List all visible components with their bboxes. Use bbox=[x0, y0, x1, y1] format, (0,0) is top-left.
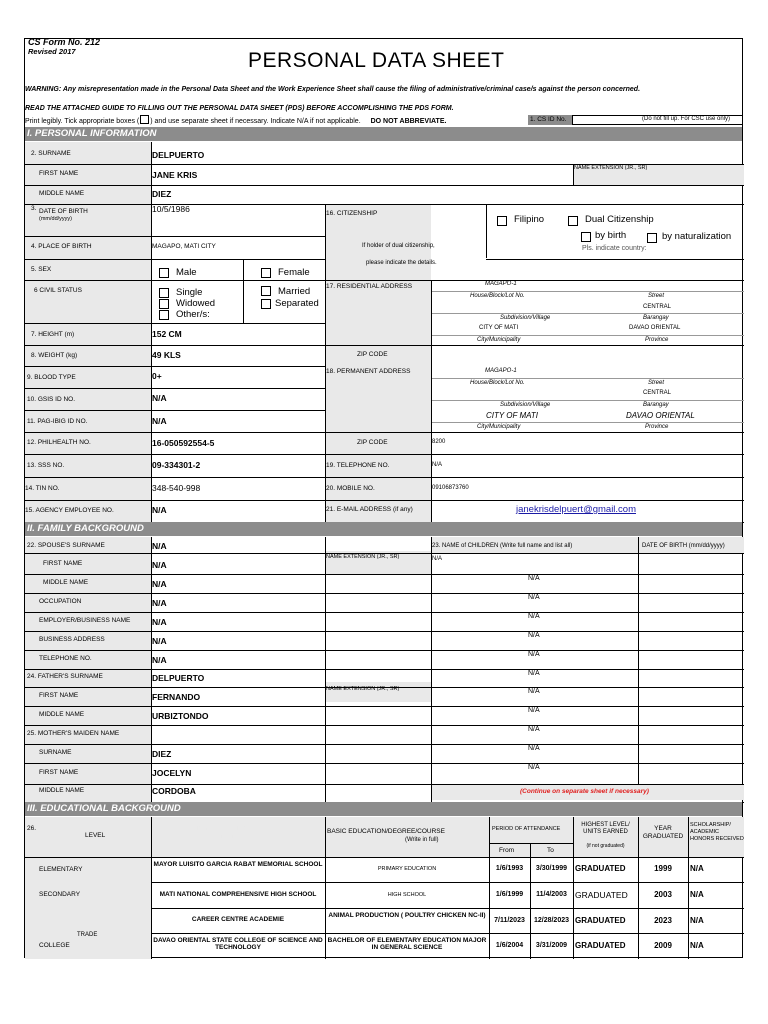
res-barangay-value[interactable]: CENTRAL bbox=[643, 304, 672, 310]
employer-label: EMPLOYER/BUSINESS NAME bbox=[39, 617, 131, 624]
perm-city-value[interactable]: CITY OF MATI bbox=[486, 411, 539, 420]
father-ext-label: NAME EXTENSION (JR., SR) bbox=[326, 686, 400, 692]
naturalization-checkbox[interactable] bbox=[647, 233, 657, 243]
others-checkbox[interactable] bbox=[159, 310, 169, 320]
widowed-checkbox[interactable] bbox=[159, 299, 169, 309]
father-middle-label: MIDDLE NAME bbox=[39, 711, 85, 718]
edu-school-trade[interactable]: CAREER CENTRE ACADEMIE bbox=[191, 916, 285, 923]
spouse-surname-label: 22. SPOUSE'S SURNAME bbox=[27, 542, 105, 549]
res-zip-label: ZIP CODE bbox=[357, 351, 388, 358]
edu-to-trade[interactable]: 12/28/2023 bbox=[533, 917, 570, 924]
middle-name-label: MIDDLE NAME bbox=[39, 190, 85, 197]
edu-level-college: COLLEGE bbox=[39, 942, 70, 949]
child-name-12[interactable]: N/A bbox=[528, 764, 540, 771]
pob-label: 4. PLACE OF BIRTH bbox=[31, 243, 92, 250]
filipino-label: Filipino bbox=[514, 214, 545, 225]
spouse-first-label: FIRST NAME bbox=[43, 560, 83, 567]
print-legibly-a: Print legibly. Tick appropriate boxes ( bbox=[25, 118, 140, 125]
edu-highest-secondary[interactable]: GRADUATED bbox=[575, 890, 628, 900]
children-dob-label: DATE OF BIRTH (mm/dd/yyyy) bbox=[642, 543, 725, 549]
separated-label: Separated bbox=[275, 298, 319, 309]
dob-number: 3. bbox=[31, 205, 37, 212]
spouse-first-value[interactable]: N/A bbox=[152, 560, 167, 570]
res-city-label: City/Municipality bbox=[477, 337, 521, 343]
from-header: From bbox=[499, 847, 515, 854]
mobile-label: 20. MOBILE NO. bbox=[326, 485, 375, 492]
child-name-7[interactable]: N/A bbox=[528, 670, 540, 677]
perm-province-label: Province bbox=[645, 424, 669, 430]
father-surname-value[interactable]: DELPUERTO bbox=[152, 673, 205, 683]
philhealth-value[interactable]: 16-050592554-5 bbox=[152, 438, 215, 448]
edu-honors-college[interactable]: N/A bbox=[690, 941, 704, 950]
edu-highest-elementary[interactable]: GRADUATED bbox=[575, 864, 626, 873]
res-house-label: House/Block/Lot No. bbox=[470, 293, 525, 299]
section-family: II. FAMILY BACKGROUND bbox=[25, 522, 742, 536]
edu-to-elementary[interactable]: 3/30/1999 bbox=[535, 865, 568, 872]
perm-subdivision-label: Subdivision/Village bbox=[500, 402, 551, 408]
single-checkbox[interactable] bbox=[159, 288, 169, 298]
business-address-label: BUSINESS ADDRESS bbox=[39, 636, 105, 643]
do-not-abbreviate: DO NOT ABBREVIATE. bbox=[370, 118, 447, 125]
weight-value[interactable]: 49 KLS bbox=[152, 350, 181, 360]
dob-format: (mm/dd/yyyy) bbox=[39, 216, 72, 222]
male-label: Male bbox=[176, 267, 197, 278]
year-grad-header: YEAR GRADUATED bbox=[642, 825, 684, 840]
child-name-6[interactable]: N/A bbox=[528, 651, 540, 658]
school-header: NAME OF SCHOOL bbox=[193, 825, 252, 832]
edu-from-elementary[interactable]: 1/6/1993 bbox=[495, 865, 524, 872]
dual-checkbox[interactable] bbox=[568, 216, 578, 226]
highest-header-sub: (if not graduated) bbox=[586, 843, 625, 849]
edu-level-trade bbox=[77, 931, 97, 934]
first-name-value[interactable]: JANE KRIS bbox=[152, 170, 198, 180]
edu-highest-college[interactable]: GRADUATED bbox=[575, 941, 626, 950]
father-first-label: FIRST NAME bbox=[39, 692, 79, 699]
telephone-value[interactable]: N/A bbox=[432, 462, 443, 468]
height-value[interactable]: 152 CM bbox=[152, 329, 182, 339]
revised-label: Revised 2017 bbox=[28, 47, 76, 56]
spouse-ext-label: NAME EXTENSION (JR., SR) bbox=[326, 554, 400, 560]
height-label: 7. HEIGHT (m) bbox=[31, 331, 75, 338]
perm-barangay-value[interactable]: CENTRAL bbox=[643, 390, 672, 396]
sss-label: 13. SSS NO. bbox=[27, 462, 65, 469]
occupation-label: OCCUPATION bbox=[39, 598, 82, 605]
weight-label: 8. WEIGHT (kg) bbox=[31, 352, 78, 359]
edu-from-secondary[interactable]: 1/6/1999 bbox=[495, 891, 524, 898]
email-label: 21. E-MAIL ADDRESS (if any) bbox=[326, 506, 413, 513]
dual-label: Dual Citizenship bbox=[585, 214, 654, 225]
edu-course-college[interactable]: BACHELOR OF ELEMENTARY EDUCATION MAJOR IN GENERAL SCIENCE bbox=[327, 937, 487, 951]
tin-label: 14. TIN NO. bbox=[25, 485, 60, 492]
edu-year-trade[interactable]: 2023 bbox=[654, 916, 672, 925]
father-first-value[interactable]: FERNANDO bbox=[152, 692, 201, 702]
edu-course-elementary[interactable]: PRIMARY EDUCATION bbox=[377, 866, 437, 872]
edu-highest-trade[interactable]: GRADUATED bbox=[575, 916, 626, 925]
res-province-value[interactable]: DAVAO ORIENTAL bbox=[629, 325, 681, 331]
single-label: Single bbox=[176, 287, 203, 298]
print-legibly-b: ) and use separate sheet if necessary. Indicate N/A if not applicable. bbox=[150, 118, 361, 125]
agency-value[interactable]: N/A bbox=[152, 505, 167, 515]
edu-to-secondary[interactable]: 11/4/2003 bbox=[536, 891, 567, 898]
child-name-10[interactable]: N/A bbox=[528, 726, 540, 733]
edu-level-elementary: ELEMENTARY bbox=[39, 866, 83, 873]
married-checkbox[interactable] bbox=[261, 286, 271, 296]
perm-zip-value[interactable]: 8200 bbox=[432, 439, 446, 445]
pls-indicate-country: Pls. indicate country: bbox=[582, 245, 647, 252]
edu-honors-trade[interactable]: N/A bbox=[690, 916, 704, 925]
mother-middle-label: MIDDLE NAME bbox=[39, 787, 85, 794]
res-house-value[interactable]: MAGAPO-1 bbox=[485, 281, 517, 287]
employer-value[interactable]: N/A bbox=[152, 617, 167, 627]
telephone-family-value[interactable]: N/A bbox=[152, 655, 167, 665]
first-name-label: FIRST NAME bbox=[39, 170, 79, 177]
filipino-checkbox[interactable] bbox=[497, 216, 507, 226]
perm-street-label: Street bbox=[648, 380, 665, 386]
mobile-value[interactable]: 09106873760 bbox=[432, 485, 469, 491]
email-link[interactable]: janekrisdelpuert@gmail.com bbox=[516, 504, 636, 515]
child-name-9[interactable]: N/A bbox=[528, 707, 540, 714]
dob-value[interactable]: 10/5/1986 bbox=[152, 204, 190, 214]
edu-year-college[interactable]: 2009 bbox=[654, 941, 672, 950]
res-city-value[interactable]: CITY OF MATI bbox=[479, 325, 519, 331]
edu-year-elementary[interactable]: 1999 bbox=[654, 864, 672, 873]
pob-value[interactable]: MAGAPO, MATI CITY bbox=[152, 243, 216, 250]
mother-first-label: FIRST NAME bbox=[39, 769, 79, 776]
child-name-8[interactable]: N/A bbox=[528, 688, 540, 695]
business-value[interactable]: N/A bbox=[152, 636, 167, 646]
surname-label: 2. SURNAME bbox=[31, 150, 71, 157]
agency-label: 15. AGENCY EMPLOYEE NO. bbox=[25, 507, 114, 514]
form-body bbox=[24, 38, 743, 958]
education-num: 26. bbox=[27, 825, 37, 832]
gsis-label: 10. GSIS ID NO. bbox=[27, 396, 76, 403]
form-number: CS Form No. 212 bbox=[28, 37, 101, 47]
perm-barangay-label: Barangay bbox=[643, 402, 669, 408]
female-checkbox[interactable] bbox=[261, 268, 271, 278]
res-province-label: Province bbox=[645, 337, 669, 343]
telephone-label: 19. TELEPHONE NO. bbox=[326, 462, 390, 469]
edu-course-trade[interactable]: ANIMAL PRODUCTION ( POULTRY CHICKEN NC-II) bbox=[328, 912, 486, 919]
do-not-fill-note: (Do not fill up. For CSC use only) bbox=[642, 116, 731, 122]
mother-surname-value[interactable]: DIEZ bbox=[152, 749, 172, 759]
sex-label: 5. SEX bbox=[31, 266, 52, 273]
read-guide-text: READ THE ATTACHED GUIDE TO FILLING OUT THE PERSONAL DATA SHEET (PDS) BEFORE ACCOMPLISHING THE PDS FORM. bbox=[25, 105, 454, 112]
gsis-value[interactable]: N/A bbox=[152, 393, 167, 403]
citizenship-label: 16. CITIZENSHIP bbox=[326, 210, 378, 217]
res-street-label: Street bbox=[648, 293, 665, 299]
child-name-3[interactable]: N/A bbox=[528, 594, 540, 601]
separated-checkbox[interactable] bbox=[261, 299, 271, 309]
section-personal: I. PERSONAL INFORMATION bbox=[25, 127, 742, 141]
res-subdivision-label: Subdivision/Village bbox=[500, 315, 551, 321]
res-barangay-label: Barangay bbox=[643, 315, 669, 321]
widowed-label: Widowed bbox=[176, 298, 216, 309]
residential-label: 17. RESIDENTIAL ADDRESS bbox=[326, 283, 413, 290]
pagibig-label: 11. PAG-IBIG ID NO. bbox=[27, 418, 88, 425]
section-education: III. EDUCATIONAL BACKGROUND bbox=[25, 802, 742, 816]
naturalization-label: by naturalization bbox=[662, 231, 732, 242]
occupation-value[interactable]: N/A bbox=[152, 598, 167, 608]
married-label: Married bbox=[278, 286, 311, 297]
mother-first-value[interactable]: JOCELYN bbox=[152, 768, 192, 778]
child-name-5[interactable]: N/A bbox=[528, 632, 540, 639]
course-header: BASIC EDUCATION/DEGREE/COURSE bbox=[327, 828, 445, 835]
continue-note: (Continue on separate sheet if necessary) bbox=[520, 788, 649, 795]
name-extension-label: NAME EXTENSION (JR., SR) bbox=[574, 165, 648, 171]
by-birth-checkbox[interactable] bbox=[581, 232, 591, 242]
telephone-no-label: TELEPHONE NO. bbox=[39, 655, 92, 662]
mother-surname-label: SURNAME bbox=[39, 749, 72, 756]
father-middle-value[interactable]: URBIZTONDO bbox=[152, 711, 209, 721]
mother-label: 25. MOTHER'S MAIDEN NAME bbox=[27, 730, 120, 737]
spouse-surname-value[interactable]: N/A bbox=[152, 541, 167, 551]
female-label: Female bbox=[278, 267, 310, 278]
edu-from-college[interactable]: 1/6/2004 bbox=[495, 942, 524, 949]
child-name-1[interactable]: N/A bbox=[432, 556, 443, 562]
to-header: To bbox=[547, 847, 554, 854]
edu-level-secondary: SECONDARY bbox=[39, 891, 81, 898]
civil-status-label: 6 CIVIL STATUS bbox=[34, 287, 82, 294]
edu-from-trade[interactable]: 7/11/2023 bbox=[494, 917, 525, 924]
cs-id-label: 1. CS ID No. bbox=[528, 115, 572, 125]
children-label: 23. NAME of CHILDREN (Write full name and list all) bbox=[432, 543, 573, 549]
warning-text: WARNING: Any misrepresentation made in the Personal Data Sheet and the Work Experience Sheet shall cause the filing of administrative/criminal case/s against the person concerned. bbox=[25, 86, 641, 93]
page-title: PERSONAL DATA SHEET bbox=[248, 49, 505, 72]
dual-note-2: please indicate the details. bbox=[366, 260, 437, 266]
pagibig-value[interactable]: N/A bbox=[152, 416, 167, 426]
perm-city-label: City/Municipality bbox=[477, 424, 521, 430]
edu-honors-elementary[interactable]: N/A bbox=[690, 864, 704, 873]
male-checkbox[interactable] bbox=[159, 268, 169, 278]
mother-middle-value[interactable]: CORDOBA bbox=[152, 786, 196, 796]
school-header-sub: (Write in full) bbox=[213, 833, 250, 840]
by-birth-label: by birth bbox=[595, 230, 627, 241]
period-header: PERIOD OF ATTENDANCE bbox=[492, 826, 561, 832]
others-label: Other/s: bbox=[176, 309, 210, 320]
perm-house-label: House/Block/Lot No. bbox=[470, 380, 525, 386]
philhealth-label: 12. PHILHEALTH NO. bbox=[27, 439, 91, 446]
middle-name-value[interactable]: DIEZ bbox=[152, 189, 172, 199]
dual-note-1: If holder of dual citizenship, bbox=[362, 243, 435, 249]
edu-to-college[interactable]: 3/31/2009 bbox=[535, 942, 568, 949]
edu-honors-secondary[interactable]: N/A bbox=[690, 890, 704, 899]
spouse-middle-label: MIDDLE NAME bbox=[43, 579, 89, 586]
edu-school-college[interactable]: DAVAO ORIENTAL STATE COLLEGE OF SCIENCE AND TECHNOLOGY bbox=[153, 937, 323, 951]
surname-value[interactable]: DELPUERTO bbox=[152, 150, 205, 160]
child-name-2[interactable]: N/A bbox=[528, 575, 540, 582]
highest-header: HIGHEST LEVEL/ UNITS EARNED bbox=[581, 822, 630, 835]
blood-label: 9. BLOOD TYPE bbox=[27, 374, 76, 381]
permanent-label: 18. PERMANENT ADDRESS bbox=[326, 368, 411, 375]
tin-value[interactable]: 348-540-998 bbox=[152, 483, 201, 493]
honors-header: SCHOLARSHIP/ ACADEMIC HONORS RECEIVED bbox=[690, 822, 744, 842]
edu-school-elementary[interactable]: MAYOR LUISITO GARCIA RABAT MEMORIAL SCHOOL bbox=[153, 861, 323, 868]
perm-province-value[interactable]: DAVAO ORIENTAL bbox=[626, 411, 695, 420]
level-header: LEVEL bbox=[85, 832, 106, 839]
blood-value[interactable]: 0+ bbox=[152, 371, 162, 381]
child-name-11[interactable]: N/A bbox=[528, 745, 540, 752]
child-name-4[interactable]: N/A bbox=[528, 613, 540, 620]
perm-zip-label: ZIP CODE bbox=[357, 439, 388, 446]
dob-label: DATE OF BIRTH bbox=[39, 208, 88, 215]
edu-course-secondary[interactable]: HIGH SCHOOL bbox=[387, 892, 427, 898]
sss-value[interactable]: 09-334301-2 bbox=[152, 460, 201, 470]
course-header-sub: (Write in full) bbox=[405, 837, 439, 843]
spouse-middle-value[interactable]: N/A bbox=[152, 579, 167, 589]
edu-year-secondary[interactable]: 2003 bbox=[654, 890, 672, 899]
father-surname-label: 24. FATHER'S SURNAME bbox=[27, 673, 103, 680]
edu-school-secondary[interactable]: MATI NATIONAL COMPREHENSIVE HIGH SCHOOL bbox=[159, 891, 317, 898]
perm-house-value[interactable]: MAGAPO-1 bbox=[485, 368, 517, 374]
